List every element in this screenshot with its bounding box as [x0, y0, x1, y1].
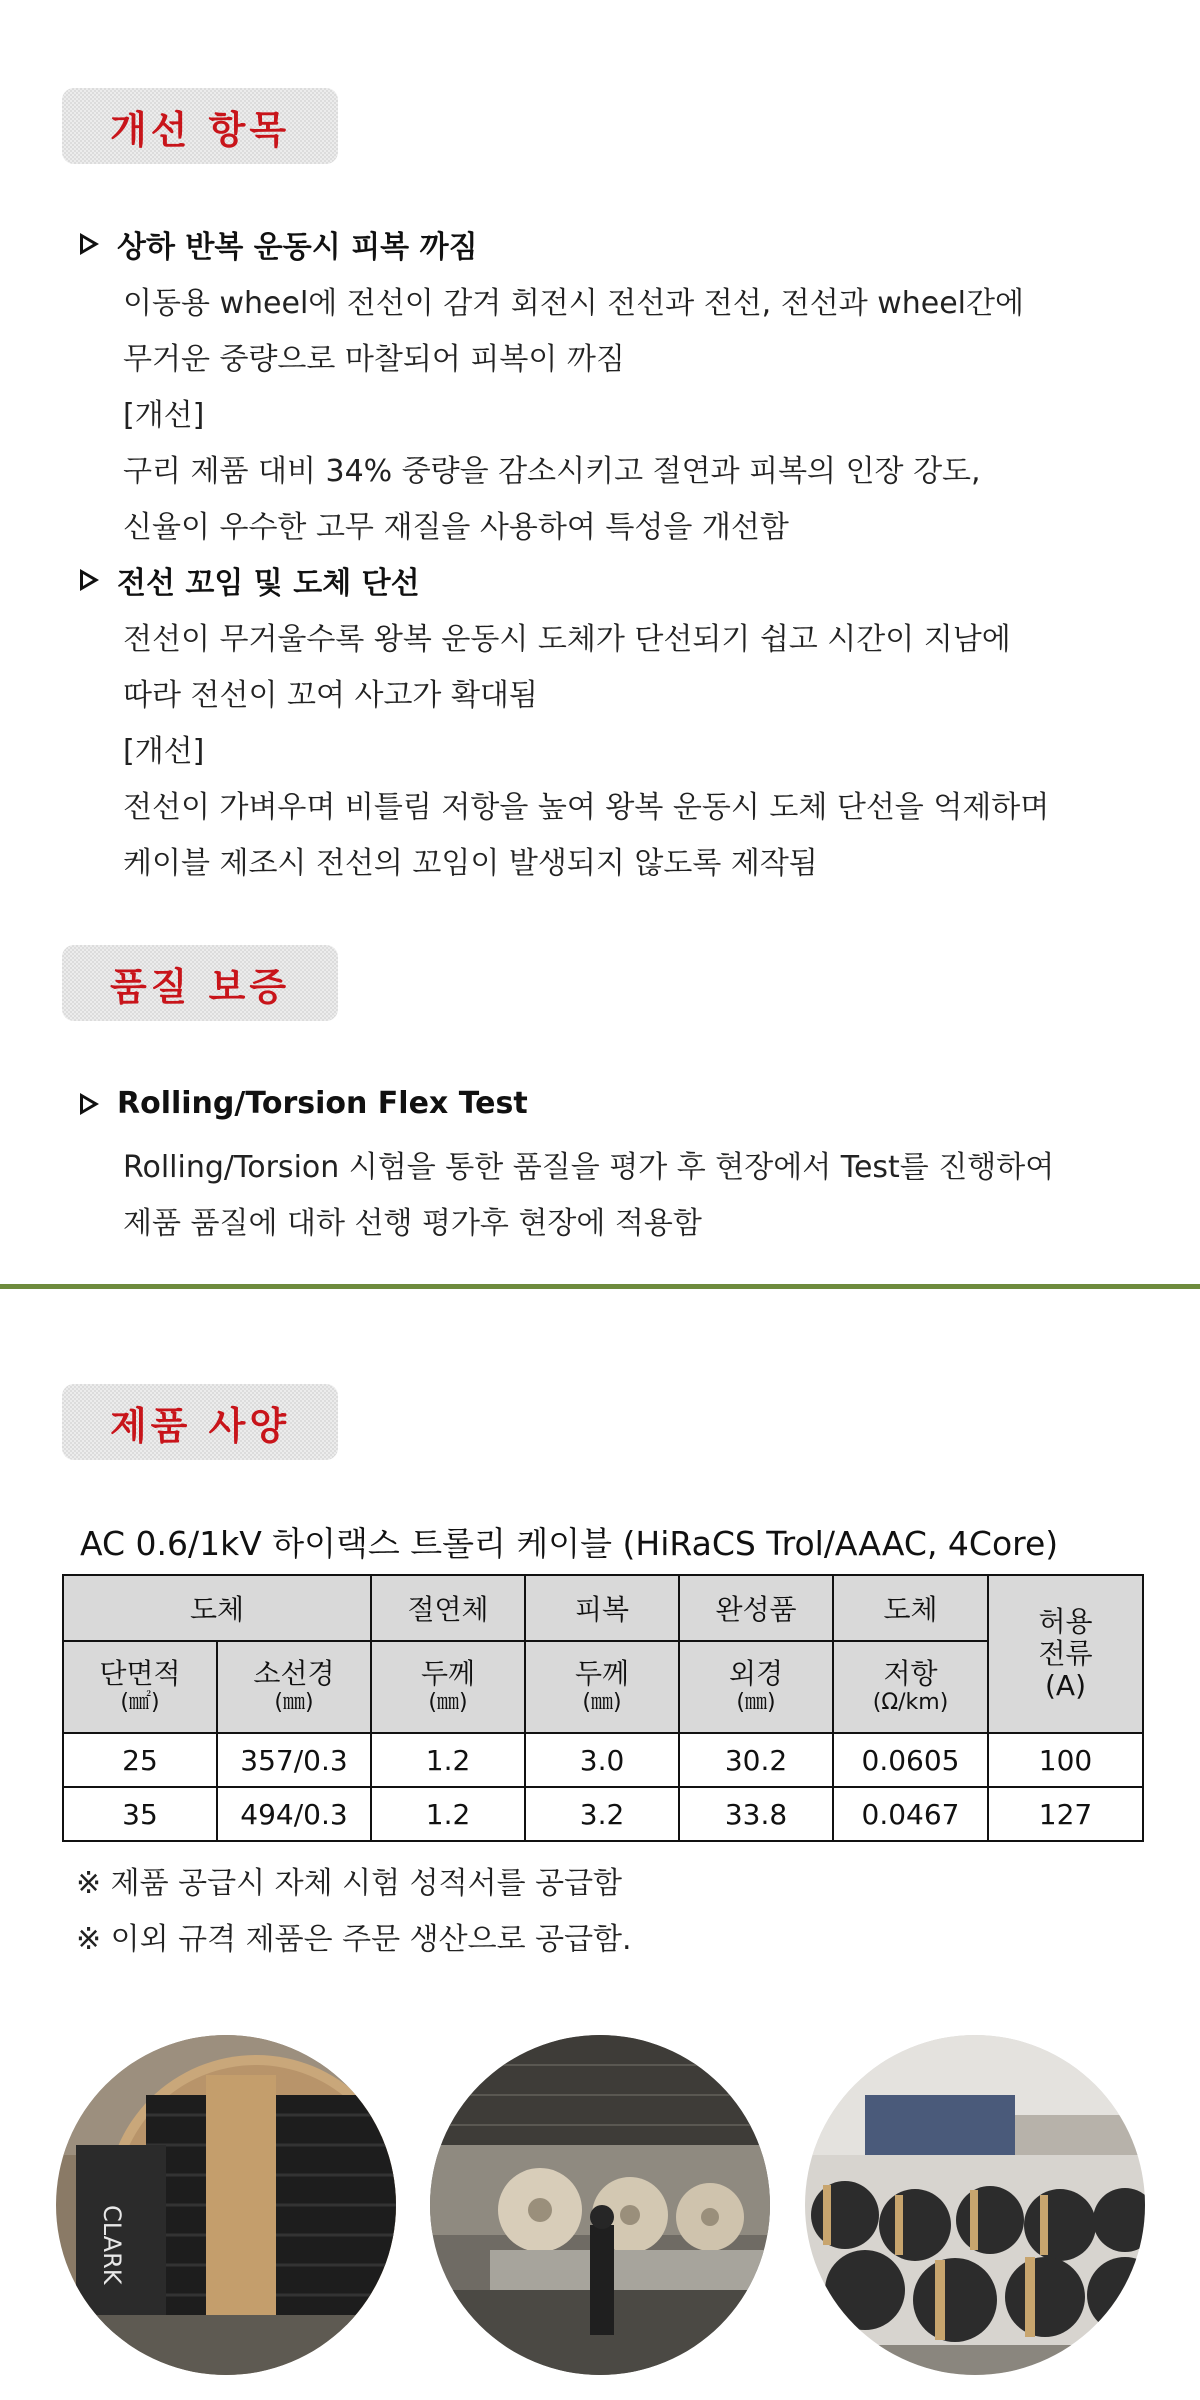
header-unit: (㎜)	[582, 1690, 622, 1715]
header-cell: 피복	[525, 1575, 679, 1641]
table-cell: 1.2	[371, 1787, 525, 1841]
photo-illustration	[56, 2035, 396, 2375]
photo-brand-text: CLARK	[98, 2205, 126, 2285]
text-line: 무거운 중량으로 마찰되어 피복이 까짐	[123, 342, 625, 377]
table-cell: 3.0	[525, 1733, 679, 1787]
header-cell: 도체	[63, 1575, 371, 1641]
header-unit: (㎜)	[736, 1690, 776, 1715]
triangle-bullet-icon	[80, 1093, 99, 1115]
note-line: ※ 이외 규격 제품은 주문 생산으로 공급함.	[76, 1922, 632, 1957]
table-cell: 0.0467	[833, 1787, 988, 1841]
item-title-text: 전선 꼬임 및 도체 단선	[117, 566, 420, 601]
text-line: 신율이 우수한 고무 재질을 사용하여 특성을 개선함	[123, 510, 789, 545]
header-text: 소선경	[253, 1657, 335, 1690]
header-unit: (㎜)	[274, 1690, 314, 1715]
header-cell: 완성품	[679, 1575, 833, 1641]
text-line: [개선]	[123, 398, 205, 433]
header-text: 전류	[1038, 1637, 1093, 1670]
table-cell: 127	[988, 1787, 1143, 1841]
header-text: 두께	[420, 1657, 476, 1690]
table-cell: 30.2	[679, 1733, 833, 1787]
photo-cable-drums-truck	[430, 2035, 770, 2375]
header-cell	[525, 1641, 679, 1733]
item-title-text: Rolling/Torsion Flex Test	[117, 1086, 528, 1121]
table-cell: 100	[988, 1733, 1143, 1787]
text-line: 구리 제품 대비 34% 중량을 감소시키고 절연과 피복의 인장 강도,	[123, 454, 981, 489]
text-line: Rolling/Torsion 시험을 통한 품질을 평가 후 현장에서 Test를 진행하여	[123, 1150, 1055, 1185]
header-text: 두께	[574, 1657, 630, 1690]
section-title: 개선 항목	[109, 107, 291, 152]
header-unit: (A)	[1045, 1669, 1087, 1702]
table-cell: 0.0605	[833, 1733, 988, 1787]
table-row	[63, 1733, 1143, 1787]
text-line: 따라 전선이 꼬여 사고가 확대됨	[123, 678, 538, 713]
header-text: 외경	[728, 1657, 784, 1690]
text-line: 전선이 무거울수록 왕복 운동시 도체가 단선되기 쉽고 시간이 지남에	[123, 622, 1011, 657]
table-cell: 25	[63, 1733, 217, 1787]
section-title: 제품 사양	[109, 1403, 291, 1448]
table-cell: 494/0.3	[217, 1787, 371, 1841]
note-line: ※ 제품 공급시 자체 시험 성적서를 공급함	[76, 1866, 623, 1901]
spec-caption: AC 0.6/1kV 하이랙스 트롤리 케이블 (HiRaCS Trol/AAAC, 4Core)	[80, 1524, 1059, 1563]
section-badge-spec	[62, 1384, 338, 1460]
header-unit: (㎜)	[428, 1690, 468, 1715]
section-badge-quality	[62, 945, 338, 1021]
table-header-row	[63, 1575, 1143, 1641]
text-line: 케이블 제조시 전선의 꼬임이 발생되지 않도록 제작됨	[123, 846, 818, 881]
table-cell: 33.8	[679, 1787, 833, 1841]
header-cell-current	[988, 1575, 1143, 1733]
header-cell	[63, 1641, 217, 1733]
table-cell: 35	[63, 1787, 217, 1841]
section-divider	[0, 1284, 1200, 1289]
photo-cable-drum-forklift	[56, 2035, 396, 2375]
header-cell: 절연체	[371, 1575, 525, 1641]
header-cell	[833, 1641, 988, 1733]
header-cell	[217, 1641, 371, 1733]
header-unit: (Ω/km)	[872, 1690, 949, 1715]
improvement-item-title	[80, 558, 420, 602]
table-row	[63, 1787, 1143, 1841]
header-text: 단면적	[99, 1657, 181, 1690]
text-line: 전선이 가벼우며 비틀림 저항을 높여 왕복 운동시 도체 단선을 억제하며	[123, 790, 1050, 825]
triangle-bullet-icon	[80, 569, 99, 591]
improvement-item-title	[80, 222, 478, 266]
header-unit: (㎟)	[120, 1690, 160, 1715]
section-badge-improvement	[62, 88, 338, 164]
header-text: 허용	[1038, 1605, 1093, 1638]
quality-item-title	[80, 1086, 528, 1121]
photo-illustration	[430, 2035, 770, 2375]
text-line: [개선]	[123, 734, 205, 769]
table-cell: 357/0.3	[217, 1733, 371, 1787]
photo-illustration	[805, 2035, 1145, 2375]
table-cell: 1.2	[371, 1733, 525, 1787]
header-cell	[679, 1641, 833, 1733]
text-line: 제품 품질에 대하 선행 평가후 현장에 적용함	[123, 1206, 702, 1241]
header-text: 저항	[883, 1657, 938, 1690]
header-cell	[371, 1641, 525, 1733]
item-title-text: 상하 반복 운동시 피복 까짐	[117, 230, 478, 265]
table-cell: 3.2	[525, 1787, 679, 1841]
text-line: 이동용 wheel에 전선이 감겨 회전시 전선과 전선, 전선과 wheel간에	[123, 286, 1024, 321]
triangle-bullet-icon	[80, 233, 99, 255]
photo-cable-yard	[805, 2035, 1145, 2375]
header-cell: 도체	[833, 1575, 988, 1641]
table-subheader-row	[63, 1641, 1143, 1733]
spec-table	[62, 1574, 1144, 1842]
section-title: 품질 보증	[109, 964, 291, 1009]
